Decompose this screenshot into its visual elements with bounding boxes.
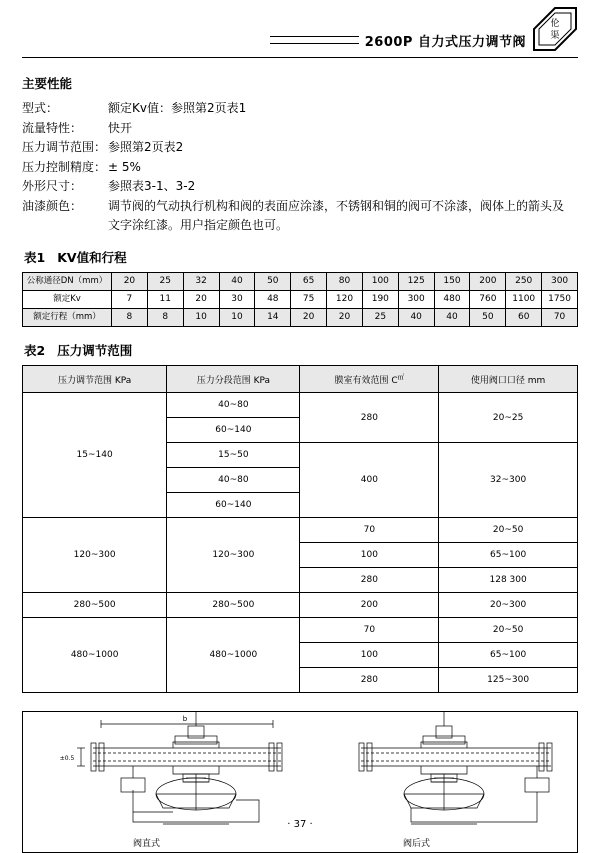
table-cell: 40~80 xyxy=(167,468,300,493)
spec-value: 额定Kv值：参照第2页表1 xyxy=(108,101,247,115)
table-cell: 20 xyxy=(291,309,327,327)
table-row xyxy=(23,291,578,309)
svg-text:b: b xyxy=(182,715,188,724)
table-cell: 280~500 xyxy=(23,593,167,618)
table-cell: 70 xyxy=(300,518,439,543)
table-cell: 300 xyxy=(542,273,578,291)
row-header: 额定行程（mm） xyxy=(23,309,112,327)
table-cell: 11 xyxy=(147,291,183,309)
table-cell: 480~1000 xyxy=(23,618,167,693)
table-cell: 1750 xyxy=(542,291,578,309)
table-cell: 14 xyxy=(255,309,291,327)
table-cell: 20 xyxy=(183,291,219,309)
table-cell: 15~50 xyxy=(167,443,300,468)
spec-value-line1: 调节阀的气动执行机构和阀的表面应涂漆，不锈钢和铜的阀可不涂漆，阀体上的箭头及 xyxy=(108,198,565,213)
table-cell: 20~50 xyxy=(439,518,578,543)
table-cell: 120~300 xyxy=(23,518,167,593)
table-cell: 70 xyxy=(542,309,578,327)
table-cell: 75 xyxy=(291,291,327,309)
table-cell: 100 xyxy=(300,643,439,668)
pressure-range-table xyxy=(22,365,578,693)
column-header-valve-port: 使用阀口口径 mm xyxy=(439,366,578,393)
table-cell: 60~140 xyxy=(167,418,300,443)
table-cell: 25 xyxy=(362,309,398,327)
column-header-diaphragm-area-sup: ㎡ xyxy=(397,373,405,382)
table-cell: 150 xyxy=(434,273,470,291)
table-cell: 8 xyxy=(112,309,148,327)
spec-value: 参照第2页表2 xyxy=(108,140,184,155)
table-cell: 20~300 xyxy=(439,593,578,618)
table-cell: 65 xyxy=(291,273,327,291)
table-cell: 760 xyxy=(470,291,506,309)
table-cell: 480~1000 xyxy=(167,618,300,693)
table-cell: 48 xyxy=(255,291,291,309)
table-cell: 20~25 xyxy=(439,393,578,443)
table2-caption-number: 表2 xyxy=(24,343,46,359)
table-cell: 20 xyxy=(327,309,363,327)
drawing-caption-left: 阀直式 xyxy=(133,839,161,850)
table-cell: 480 xyxy=(434,291,470,309)
table-cell: 1100 xyxy=(506,291,542,309)
table-cell: 280 xyxy=(300,668,439,693)
row-header: 公称通径DN（mm） xyxy=(23,273,112,291)
spec-row xyxy=(22,138,578,157)
spec-row xyxy=(22,119,578,138)
table-row xyxy=(23,618,578,643)
table-cell: 280 xyxy=(300,568,439,593)
table-cell: 70 xyxy=(300,618,439,643)
spec-label: 流量特性： xyxy=(22,120,83,135)
page-footer: · 37 · xyxy=(287,819,313,830)
table1-caption-number: 表1 xyxy=(24,250,46,266)
table-row xyxy=(23,593,578,618)
table-cell: 190 xyxy=(362,291,398,309)
table-cell: 50 xyxy=(470,309,506,327)
table-cell: 80 xyxy=(327,273,363,291)
spec-label: 型式： xyxy=(22,101,59,115)
svg-text:±0.5: ±0.5 xyxy=(59,755,75,763)
spec-label: 油漆颜色： xyxy=(22,198,83,213)
company-logo xyxy=(532,6,578,52)
table-cell: 7 xyxy=(112,291,148,309)
column-header-diaphragm-area xyxy=(300,366,439,393)
table-cell: 30 xyxy=(219,291,255,309)
page-header xyxy=(22,0,578,62)
column-header-segment-range: 压力分段范围 KPa xyxy=(167,366,300,393)
table-cell: 60 xyxy=(506,309,542,327)
spec-label: 压力控制精度： xyxy=(22,159,107,174)
table2-caption xyxy=(24,341,578,359)
table-cell: 125 xyxy=(398,273,434,291)
table-cell: 100 xyxy=(300,543,439,568)
table-cell: 40 xyxy=(434,309,470,327)
header-divider xyxy=(22,57,578,58)
row-header: 额定Kv xyxy=(23,291,112,309)
specs-heading: 主要性能 xyxy=(22,76,73,91)
table-cell: 40~80 xyxy=(167,393,300,418)
table1-caption-text: KV值和行程 xyxy=(57,250,127,266)
table-cell: 32 xyxy=(183,273,219,291)
table-cell: 65~100 xyxy=(439,543,578,568)
table-row xyxy=(23,273,578,291)
table-cell: 20 xyxy=(112,273,148,291)
spec-label: 外形尺寸： xyxy=(22,179,83,194)
spec-row xyxy=(22,177,578,196)
dimension-drawings xyxy=(22,711,578,853)
table-cell: 32~300 xyxy=(439,443,578,518)
table-cell: 280 xyxy=(300,393,439,443)
spec-value: 参照表3-1、3-2 xyxy=(108,179,196,194)
table-cell: 60~140 xyxy=(167,493,300,518)
table-row xyxy=(23,309,578,327)
table-cell: 65~100 xyxy=(439,643,578,668)
spec-value-line2: 文字涂红漆。用户指定颜色也可。 xyxy=(108,217,289,232)
table-cell: 125~300 xyxy=(439,668,578,693)
table-cell: 25 xyxy=(147,273,183,291)
table-cell: 40 xyxy=(398,309,434,327)
table-cell: 20~50 xyxy=(439,618,578,643)
table2-caption-text: 压力调节范围 xyxy=(57,343,133,359)
specs-list xyxy=(22,99,578,234)
spec-label: 压力调节范围： xyxy=(22,140,107,155)
table-cell: 280~500 xyxy=(167,593,300,618)
table-cell: 8 xyxy=(147,309,183,327)
table-cell: 200 xyxy=(470,273,506,291)
table-cell: 10 xyxy=(219,309,255,327)
header-rule-decoration xyxy=(270,36,359,44)
column-header-diaphragm-area-text: 膜室有效范围 C xyxy=(334,376,398,387)
table1-caption xyxy=(24,248,578,266)
drawing-caption-right: 阀后式 xyxy=(403,839,431,850)
svg-text:渠: 渠 xyxy=(550,31,560,41)
table-cell: 50 xyxy=(255,273,291,291)
spec-value: 快开 xyxy=(108,120,133,135)
spec-row xyxy=(22,197,578,234)
table-row xyxy=(23,393,578,418)
svg-text:伦: 伦 xyxy=(550,19,560,29)
table-cell: 10 xyxy=(183,309,219,327)
table-cell: 128 300 xyxy=(439,568,578,593)
table-cell: 40 xyxy=(219,273,255,291)
table-cell: 200 xyxy=(300,593,439,618)
spec-value: ± 5% xyxy=(108,159,141,174)
table-cell: 15~140 xyxy=(23,393,167,518)
header-title-band xyxy=(270,30,526,50)
table-cell: 300 xyxy=(398,291,434,309)
column-header-pressure-range: 压力调节范围 KPa xyxy=(23,366,167,393)
table-row xyxy=(23,518,578,543)
table-cell: 120~300 xyxy=(167,518,300,593)
spec-value xyxy=(108,197,578,234)
table-cell: 400 xyxy=(300,443,439,518)
page-title: 2600P 自力式压力调节阀 xyxy=(364,34,526,50)
kv-and-travel-table xyxy=(22,272,578,327)
spec-row xyxy=(22,99,578,118)
spec-row xyxy=(22,158,578,177)
table-header-row xyxy=(23,366,578,393)
table-cell: 100 xyxy=(362,273,398,291)
table-cell: 120 xyxy=(327,291,363,309)
table-cell: 250 xyxy=(506,273,542,291)
